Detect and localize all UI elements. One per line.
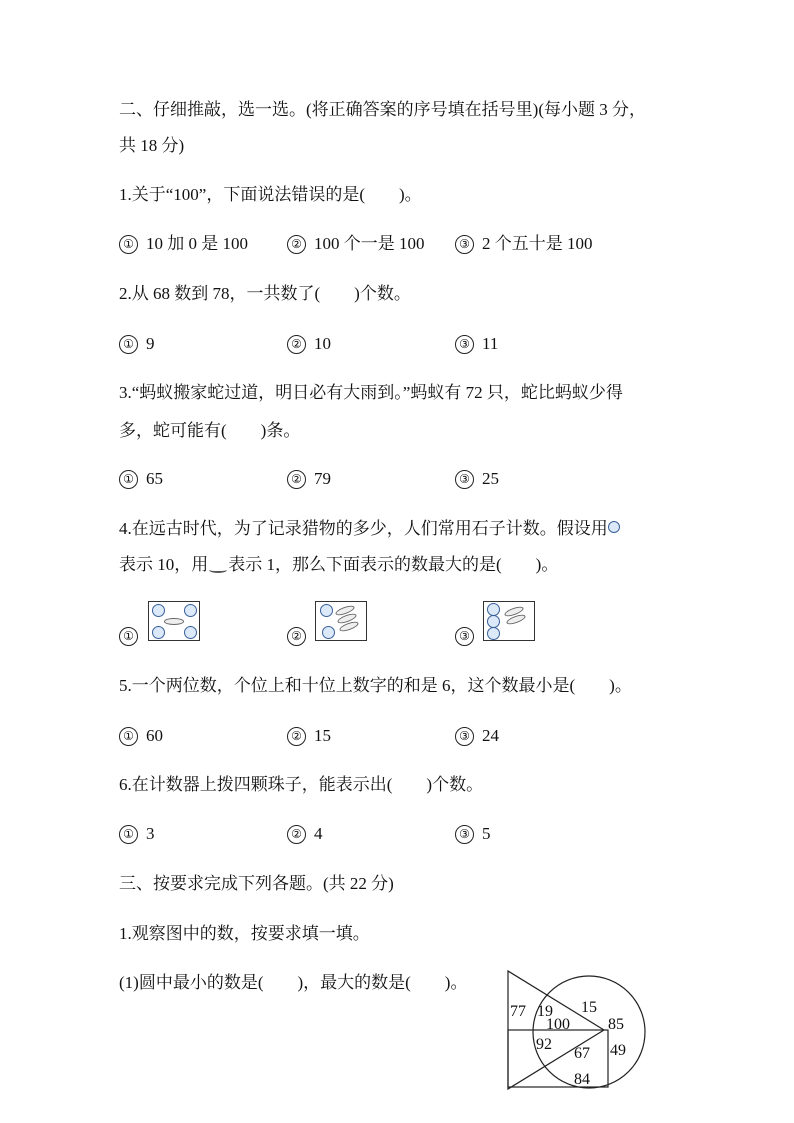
option-text: 4	[314, 824, 323, 843]
option-text: 2 个五十是 100	[482, 234, 593, 253]
q4-stem-text-a: 表示 10，用	[119, 555, 209, 574]
option-mark: ②	[287, 235, 306, 254]
shapes-figure	[500, 965, 660, 1095]
q5-option-3[interactable]	[455, 724, 499, 748]
option-text: 25	[482, 469, 499, 488]
figure-number: 49	[610, 1042, 626, 1059]
stone-icon	[184, 626, 197, 639]
option-mark: ②	[287, 335, 306, 354]
q5-option-1[interactable]	[119, 724, 163, 748]
stone-icon	[608, 521, 620, 533]
option-text: 3	[146, 824, 155, 843]
q3-option-2[interactable]	[287, 467, 331, 491]
section2-heading-line1: 二、仔细推敲，选一选。(将正确答案的序号填在括号里)(每小题 3 分，	[119, 100, 646, 119]
q6-option-2[interactable]	[287, 822, 323, 846]
option-text: 24	[482, 726, 499, 745]
option-text: 9	[146, 334, 155, 353]
option-mark: ③	[455, 627, 474, 646]
section3-q1-sub1: (1)圆中最小的数是( )，最大的数是( )。	[119, 973, 468, 992]
stone-icon	[487, 627, 500, 640]
section3-heading: 三、按要求完成下列各题。(共 22 分)	[119, 874, 394, 893]
q6-option-1[interactable]	[119, 822, 155, 846]
option-text: 10	[314, 334, 331, 353]
q4-stem-text: 4.在远古时代，为了记录猎物的多少，人们常用石子计数。假设用	[119, 519, 608, 538]
figure-number: 67	[574, 1045, 590, 1062]
section2-heading-line2: 共 18 分)	[119, 136, 185, 155]
q5-stem: 5.一个两位数，个位上和十位上数字的和是 6，这个数最小是( )。	[119, 676, 632, 695]
option-mark: ①	[119, 825, 138, 844]
option-mark: ③	[455, 335, 474, 354]
q5-option-2[interactable]	[287, 724, 331, 748]
q2-stem: 2.从 68 数到 78，一共数了( )个数。	[119, 284, 411, 303]
figure-number: 92	[536, 1036, 552, 1053]
q6-option-3[interactable]	[455, 822, 491, 846]
figure-number: 84	[574, 1071, 590, 1088]
option-mark: ①	[119, 727, 138, 746]
option-mark: ③	[455, 470, 474, 489]
option-mark: ①	[119, 335, 138, 354]
q1-option-3[interactable]	[455, 232, 593, 256]
q1-option-1[interactable]	[119, 232, 248, 256]
figure-number: 85	[608, 1016, 624, 1033]
option-text: 10 加 0 是 100	[146, 234, 248, 253]
stone-icon	[152, 604, 165, 617]
option-mark: ②	[287, 470, 306, 489]
figure-number: 100	[546, 1016, 570, 1033]
q2-option-1[interactable]	[119, 332, 155, 356]
q4-option-2-figure	[315, 601, 367, 641]
q3-option-1[interactable]	[119, 467, 163, 491]
option-mark: ②	[287, 727, 306, 746]
section3-q1-stem: 1.观察图中的数，按要求填一填。	[119, 924, 370, 943]
option-mark: ③	[455, 825, 474, 844]
option-text: 60	[146, 726, 163, 745]
figure-number: 19	[537, 1003, 553, 1020]
option-mark: ③	[455, 727, 474, 746]
option-text: 100 个一是 100	[314, 234, 425, 253]
option-mark: ①	[119, 235, 138, 254]
q3-stem-line1: 3.“蚂蚁搬家蛇过道，明日必有大雨到。”蚂蚁有 72 只，蛇比蚂蚁少得	[119, 383, 623, 402]
option-mark: ①	[119, 627, 138, 646]
option-text: 15	[314, 726, 331, 745]
q4-option-3[interactable]	[455, 624, 482, 648]
option-text: 79	[314, 469, 331, 488]
q4-option-1-figure	[148, 601, 200, 641]
option-text: 5	[482, 824, 491, 843]
stone-icon	[322, 626, 335, 639]
stick-icon	[209, 567, 227, 573]
q1-option-2[interactable]	[287, 232, 425, 256]
q3-stem-line2: 多，蛇可能有( )条。	[119, 421, 301, 440]
q3-option-3[interactable]	[455, 467, 499, 491]
option-mark: ①	[119, 470, 138, 489]
option-mark: ②	[287, 627, 306, 646]
q2-option-2[interactable]	[287, 332, 331, 356]
stick-icon	[164, 618, 184, 625]
figure-number: 15	[581, 999, 597, 1016]
q4-option-2[interactable]	[287, 624, 314, 648]
q4-stem-line2	[119, 553, 558, 577]
q1-stem: 1.关于“100”，下面说法错误的是( )。	[119, 185, 422, 204]
stone-icon	[152, 626, 165, 639]
q2-option-3[interactable]	[455, 332, 498, 356]
q4-stem-text-b: 表示 1，那么下面表示的数最大的是( )。	[228, 555, 559, 574]
q4-option-1[interactable]	[119, 624, 146, 648]
option-text: 65	[146, 469, 163, 488]
q6-stem: 6.在计数器上拨四颗珠子，能表示出( )个数。	[119, 775, 484, 794]
option-mark: ②	[287, 825, 306, 844]
stone-icon	[320, 604, 333, 617]
q4-stem-line1	[119, 517, 620, 541]
option-text: 11	[482, 334, 499, 353]
figure-number: 77	[510, 1003, 526, 1020]
q4-option-3-figure	[483, 601, 535, 641]
option-mark: ③	[455, 235, 474, 254]
stone-icon	[184, 604, 197, 617]
